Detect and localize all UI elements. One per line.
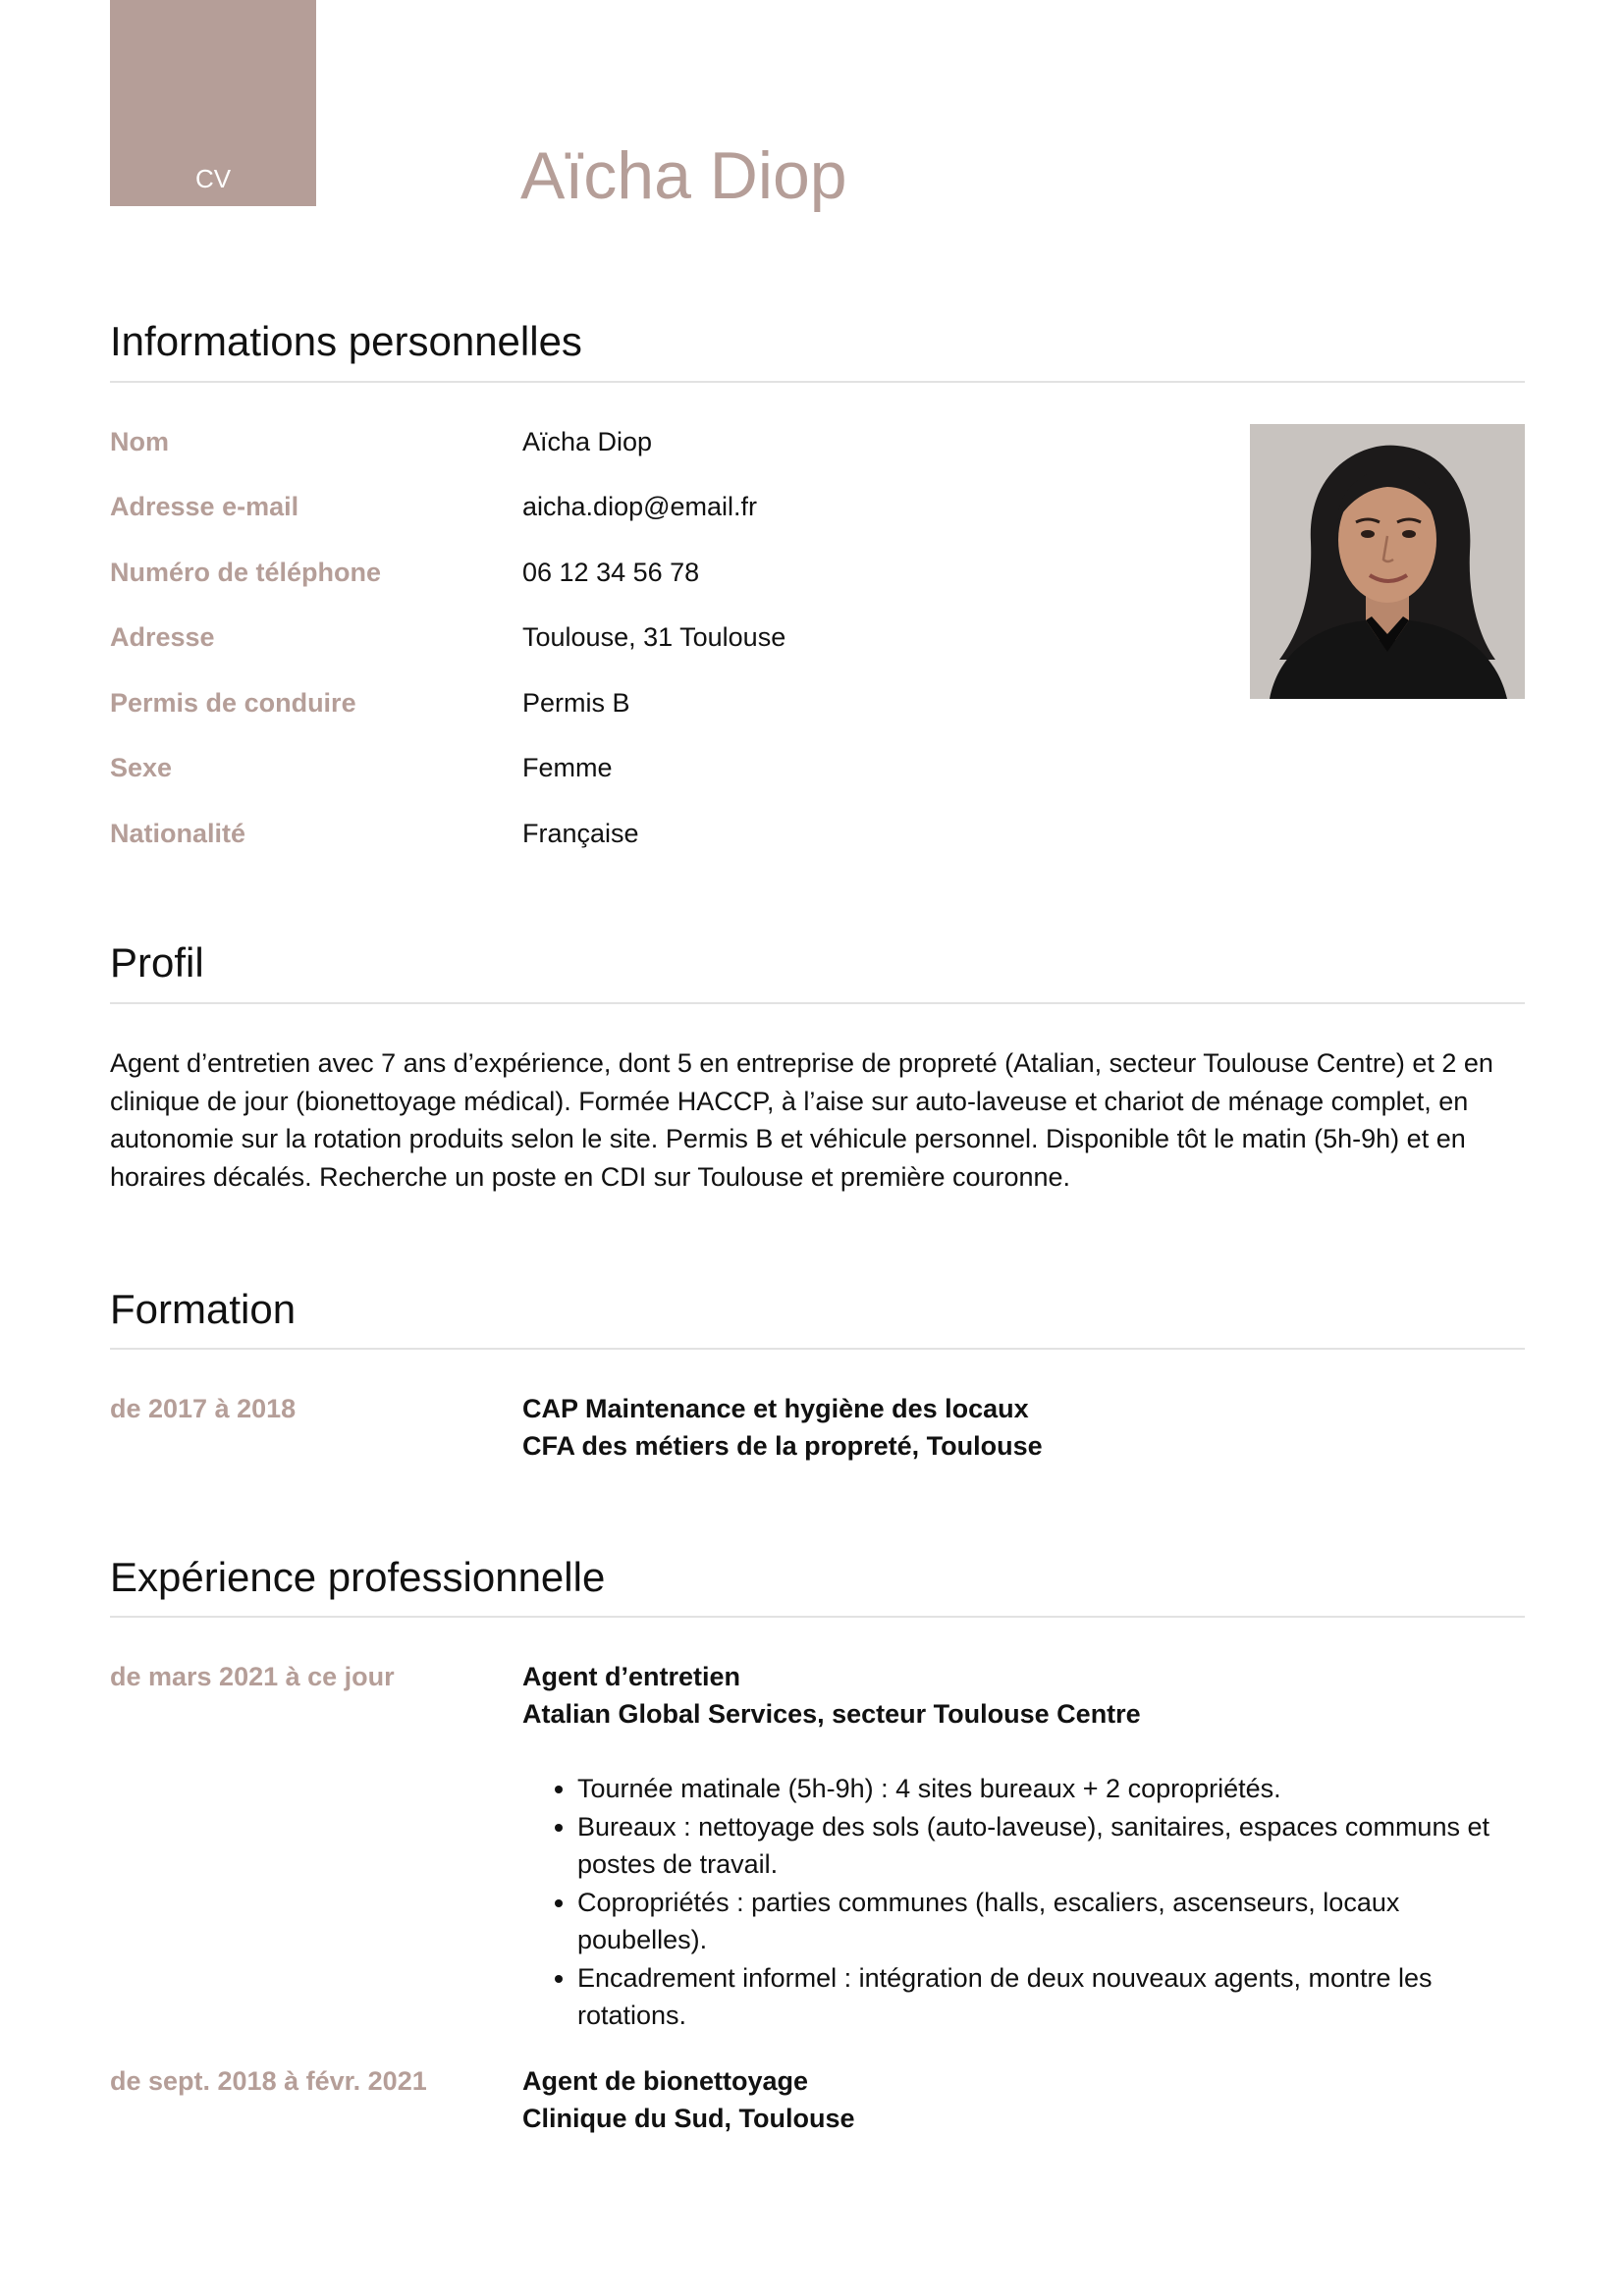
label-phone: Numéro de téléphone <box>110 558 382 587</box>
experience-period: de sept. 2018 à févr. 2021 <box>110 2066 427 2096</box>
experience-company: Clinique du Sud, Toulouse <box>522 2103 855 2133</box>
experience-company: Atalian Global Services, secteur Toulouse Centre <box>522 1698 1141 1729</box>
experience-tasks <box>522 1770 1525 2035</box>
label-sex: Sexe <box>110 753 173 782</box>
value-phone: 06 12 34 56 78 <box>522 558 700 587</box>
profile-photo <box>1250 424 1525 699</box>
list-item: • Encadrement informel : intégration de deux nouveaux agents, montre les rotations. <box>577 1959 1525 2035</box>
label-address: Adresse <box>110 622 215 652</box>
candidate-name: Aïcha Diop <box>520 138 847 213</box>
cv-badge-label: CV <box>194 164 232 193</box>
label-driving-license: Permis de conduire <box>110 688 356 718</box>
section-divider <box>110 1348 1525 1350</box>
section-title-experience: Expérience professionnelle <box>110 1554 606 1600</box>
section-title-education: Formation <box>110 1286 297 1332</box>
label-nationality: Nationalité <box>110 819 246 848</box>
education-degree: CAP Maintenance et hygiène des locaux <box>522 1394 1029 1423</box>
education-entry <box>522 1391 1043 1466</box>
section-divider <box>110 1002 1525 1004</box>
value-nationality: Française <box>522 819 639 848</box>
section-divider <box>110 381 1525 383</box>
value-driving-license: Permis B <box>522 688 630 718</box>
experience-role: Agent de bionettoyage <box>522 2066 809 2096</box>
label-name: Nom <box>110 427 169 456</box>
cv-badge <box>110 0 316 206</box>
profile-summary: Agent d’entretien avec 7 ans d’expérience, dont 5 en entreprise de propreté (Atalian, secteur Toulouse Centre) et 2 en clinique de jour (bionettoyage médical). Formée HACCP, à l’aise sur auto-laveuse et chariot de ménage complet, en autonomie sur la rotation produits selon le site. Permis B et véhicule personnel. Disponible tôt le matin (5h-9h) et en horaires décalés. Recherche un poste en CDI sur Toulouse et première couronne. <box>110 1048 1493 1192</box>
label-email: Adresse e-mail <box>110 492 299 521</box>
list-item: • Copropriétés : parties communes (halls, escaliers, ascenseurs, locaux poubelles). <box>577 1884 1525 1959</box>
value-name: Aïcha Diop <box>522 427 653 456</box>
experience-period: de mars 2021 à ce jour <box>110 1662 395 1691</box>
section-title-personal: Informations personnelles <box>110 318 582 364</box>
education-period: de 2017 à 2018 <box>110 1394 297 1423</box>
education-school: CFA des métiers de la propreté, Toulouse <box>522 1430 1043 1461</box>
experience-role: Agent d’entretien <box>522 1662 741 1691</box>
experience-entry <box>522 2063 854 2138</box>
experience-entry <box>522 1659 1141 1734</box>
value-address: Toulouse, 31 Toulouse <box>522 622 786 652</box>
portrait-image <box>1250 424 1525 699</box>
section-divider <box>110 1616 1525 1618</box>
value-email: aicha.diop@email.fr <box>522 492 758 521</box>
value-sex: Femme <box>522 753 613 782</box>
list-item: • Bureaux : nettoyage des sols (auto-laveuse), sanitaires, espaces communs et postes de travail. <box>577 1808 1525 1884</box>
section-title-profile: Profil <box>110 939 204 986</box>
list-item: • Tournée matinale (5h-9h) : 4 sites bureaux + 2 copropriétés. <box>577 1770 1525 1808</box>
